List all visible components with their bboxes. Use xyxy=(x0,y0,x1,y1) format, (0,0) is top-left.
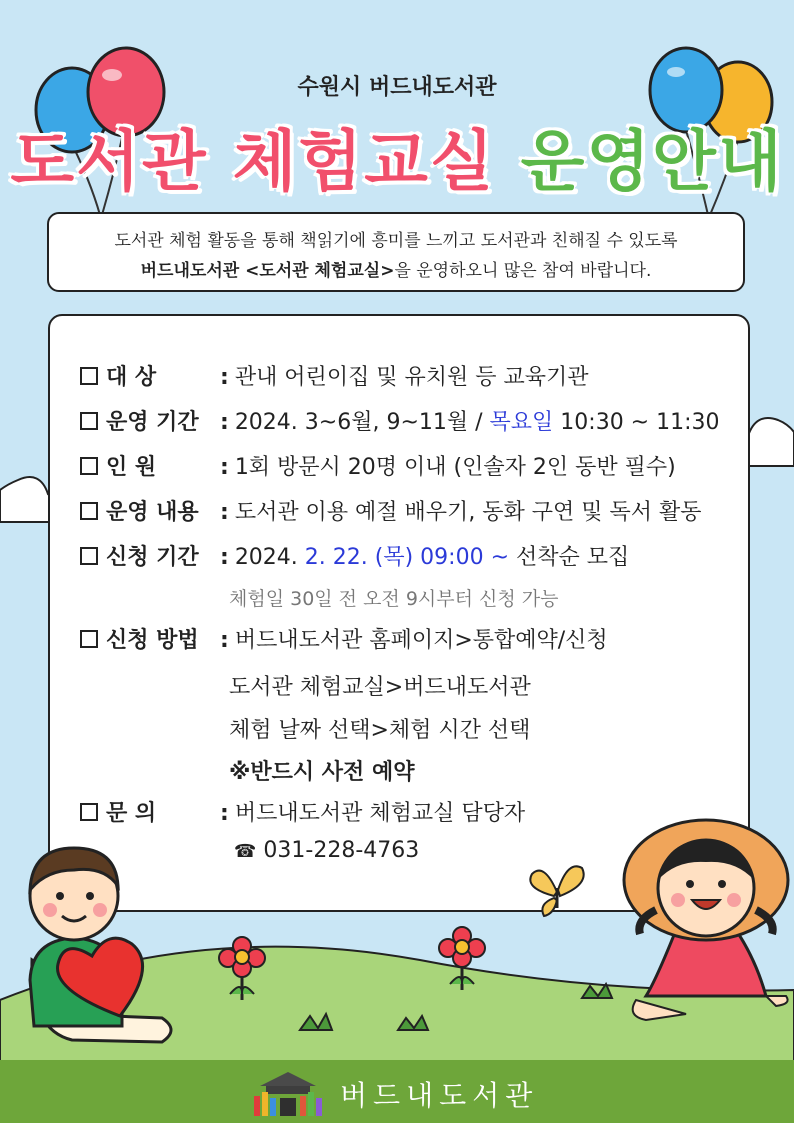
apply-note: 체험일 30일 전 오전 9시부터 신청 가능 xyxy=(229,588,559,610)
row-contact: 문 의 : 버드내도서관 체험교실 담당자 xyxy=(80,796,525,827)
footer-library-name: 버드내도서관 xyxy=(340,1079,539,1112)
reservation-warning: ※반드시 사전 예약 xyxy=(229,760,415,785)
boy-with-heart-illustration xyxy=(12,830,192,1055)
apply-start: 2. 22. (목) 09:00 ~ xyxy=(304,545,509,570)
flower-left-icon xyxy=(216,936,268,1002)
title-green-part: 운영안내 xyxy=(520,123,784,200)
row-people: 인 원 : 1회 방문시 20명 이내 (인솔자 2인 동반 필수) xyxy=(80,450,676,481)
title-red-part: 도서관 체험교실 xyxy=(10,123,496,200)
contact-phone xyxy=(234,838,419,863)
butterfly-icon xyxy=(524,858,590,920)
target-value: 관내 어린이집 및 유치원 등 교육기관 xyxy=(234,365,589,390)
checkbox-icon xyxy=(80,412,98,430)
method-line-3: 체험 날짜 선택>체험 시간 선택 xyxy=(229,718,531,743)
intro-box xyxy=(47,212,745,292)
intro-bold: 버드내도서관 <도서관 체험교실> xyxy=(140,261,395,281)
checkbox-icon xyxy=(80,630,98,648)
intro-line-1: 도서관 체험 활동을 통해 책읽기에 흥미를 느끼고 도서관과 친해질 수 있도록 xyxy=(114,231,678,251)
checkbox-icon xyxy=(80,547,98,565)
footer-bar xyxy=(0,1060,794,1123)
intro-rest: 을 운영하오니 많은 참여 바랍니다. xyxy=(394,261,652,281)
checkbox-icon xyxy=(80,803,98,821)
library-logo-icon xyxy=(246,1068,330,1118)
girl-with-hat-illustration xyxy=(616,800,794,1030)
phone-number: 031-228-4763 xyxy=(263,838,420,863)
row-content: 운영 내용 : 도서관 이용 예절 배우기, 동화 구연 및 독서 활동 xyxy=(80,495,702,526)
checkbox-icon xyxy=(80,457,98,475)
page-title xyxy=(0,108,794,203)
organization-name: 수원시 버드내도서관 xyxy=(297,75,497,100)
row-period: 운영 기간 : 2024. 3~6월, 9~11월 / 목요일 10:30 ~ 11:30 xyxy=(80,405,720,436)
row-apply-period: 신청 기간 : 2024. 2. 22. (목) 09:00 ~ 선착순 모집 xyxy=(80,540,629,571)
phone-icon: ☎ xyxy=(234,841,257,862)
checkbox-icon xyxy=(80,502,98,520)
row-method: 신청 방법 : 버드내도서관 홈페이지>통합예약/신청 xyxy=(80,623,608,654)
checkbox-icon xyxy=(80,367,98,385)
method-line-2: 도서관 체험교실>버드내도서관 xyxy=(229,675,531,700)
row-target: 대 상 : 관내 어린이집 및 유치원 등 교육기관 xyxy=(80,360,589,391)
flower-right-icon xyxy=(436,926,488,992)
period-day: 목요일 xyxy=(489,410,554,435)
intro-line-2 xyxy=(49,256,743,286)
